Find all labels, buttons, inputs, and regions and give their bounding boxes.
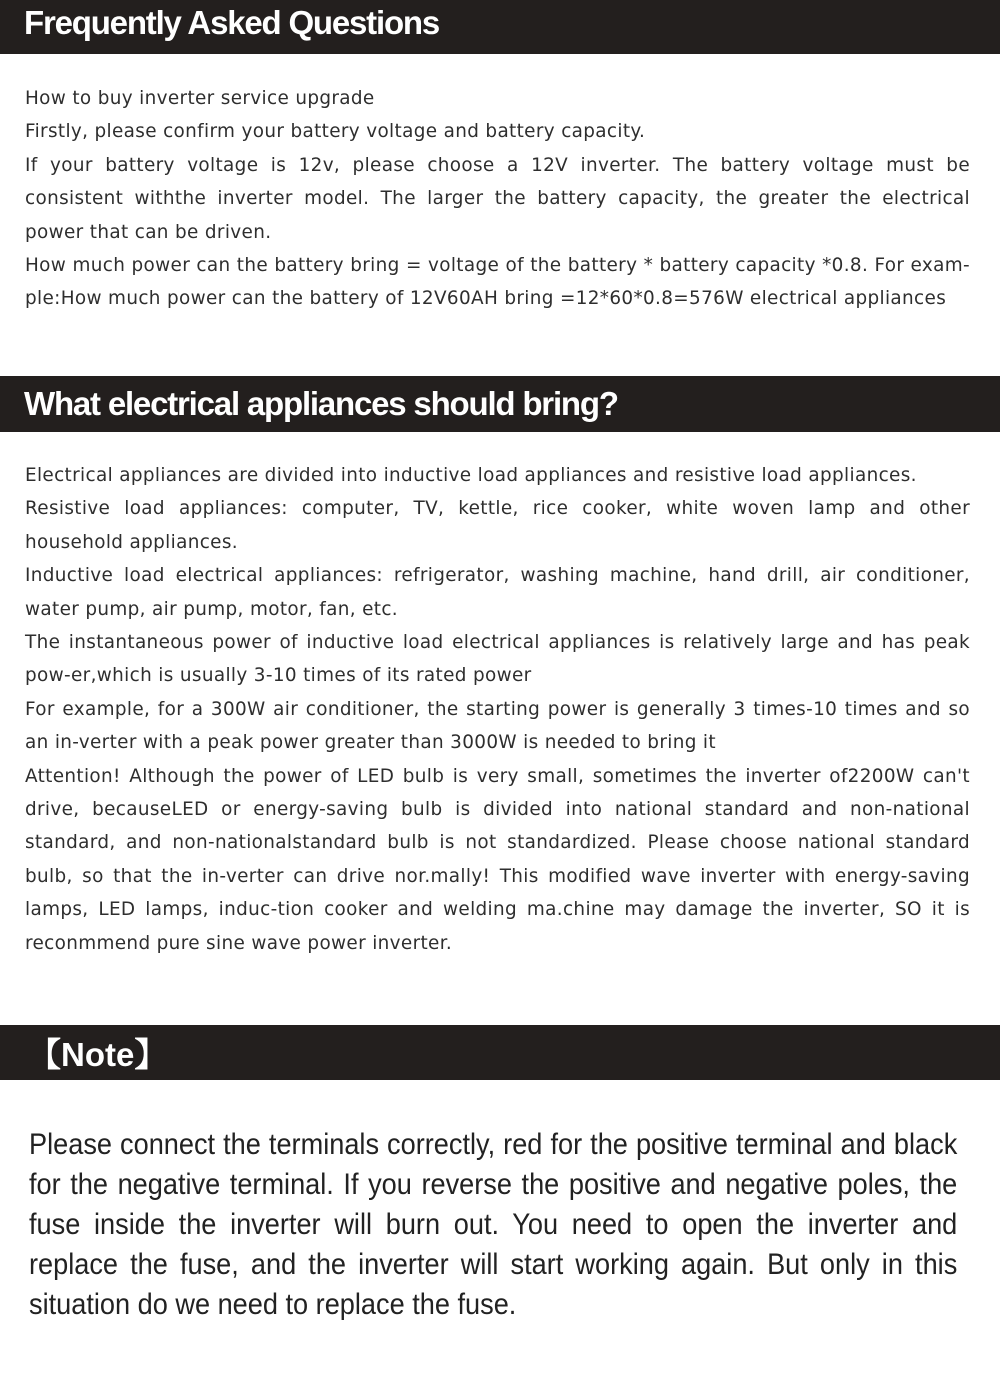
note-header-bar <box>0 1025 1000 1080</box>
appliances-header-bar <box>0 376 1000 432</box>
faq-paragraph: How to buy inverter service upgrade <box>25 88 375 109</box>
appliances-paragraph: Inductive load electrical appliances: refrigerator, washing machine, hand drill, air conditioner, water pump, air pump, motor, fan, etc. <box>25 565 970 620</box>
faq-paragraph: If your battery voltage is 12v, please choose a 12V inverter. The battery voltage must be consistent withthe inverter model. The larger the battery capacity, the greater the electrical power that can be driven. <box>25 154 970 243</box>
appliances-paragraph: Electrical appliances are divided into inductive load appliances and resistive load appliances. <box>25 465 917 486</box>
appliances-paragraph: Resistive load appliances: computer, TV, kettle, rice cooker, white woven lamp and other household appliances. <box>25 498 970 553</box>
faq-title: Frequently Asked Questions <box>24 4 440 41</box>
faq-paragraph: How much power can the battery bring = voltage of the battery * battery capacity *0.8. For exam-ple:How much power can the battery of 12V60AH bring =12*60*0.8=576W electrical appliances <box>25 255 970 310</box>
appliances-section <box>25 459 970 960</box>
appliances-paragraph: Attention! Although the power of LED bulb is very small, sometimes the inverter of2200W can't drive, becauseLED or energy-saving bulb is divided into national standard and non-national standard, and non-nationalstandard bulb is not standardized. Please choose national standard bulb, so that the in-verter can drive nor.mally! This modified wave inverter with energy-saving lamps, LED lamps, induc-tion cooker and welding ma.chine may damage the inverter, SO it is reconmmend pure sine wave power inverter. <box>25 765 970 954</box>
note-text: Please connect the terminals correctly, red for the positive terminal and black for the negative terminal. If you reverse the positive and negative poles, the fuse inside the inverter will burn out. You need to open the inverter and replace the fuse, and the inverter will start working again. But only in this situation do we need to replace the fuse. <box>29 1128 958 1321</box>
appliances-paragraph: For example, for a 300W air conditioner, the starting power is generally 3 times-10 times and so an in-verter with a peak power greater than 3000W is needed to bring it <box>25 698 970 754</box>
note-section <box>29 1125 957 1325</box>
faq-section <box>25 82 970 316</box>
faq-paragraph: Firstly, please confirm your battery voltage and battery capacity. <box>25 121 646 143</box>
appliances-paragraph: The instantaneous power of inductive load electrical appliances is relatively large and has peak pow-er,which is usually 3-10 times of its rated power <box>25 632 970 687</box>
appliances-title: What electrical appliances should bring? <box>24 385 618 422</box>
faq-header-bar <box>0 0 1000 54</box>
note-title: 【Note】 <box>28 1036 168 1073</box>
